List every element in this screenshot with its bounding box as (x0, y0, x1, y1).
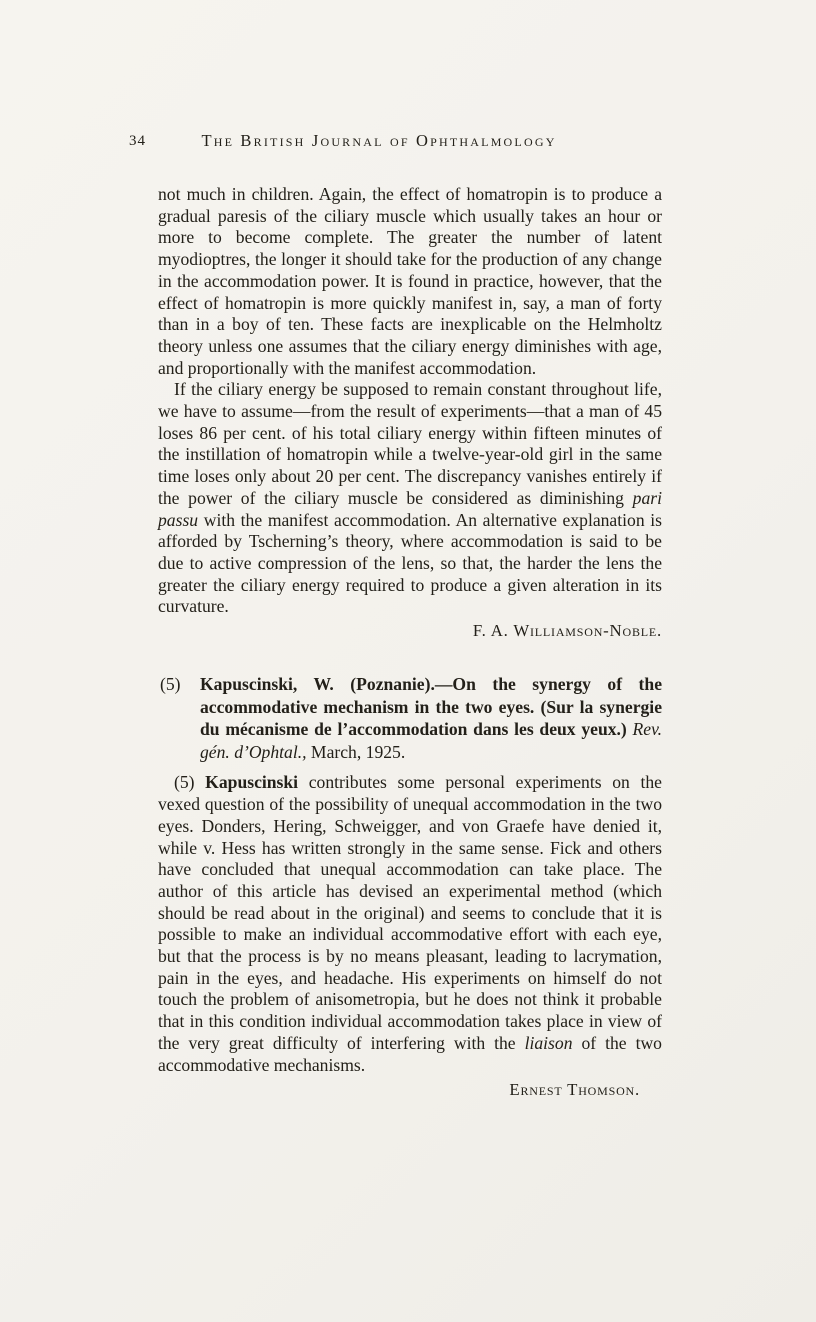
paragraph-text: with the manifest accommodation. An alternative explanation is afforded by Tscherning’s theory, where accommodation is said to be due to active compression of the lens, so that, the harder the lens the greater the ciliary energy required to produce a given alteration in its curvature. (158, 509, 662, 617)
abstract-entry-kapuscinski (158, 673, 662, 1100)
paragraph (158, 379, 662, 618)
abstract-paragraph (158, 772, 662, 1076)
journal-reference-italic: Rev. gén. d’Ophtal., (200, 719, 662, 762)
reviewer-signature: F. A. Williamson-Noble. (472, 621, 662, 641)
author-name-bold: Kapuscinski (205, 772, 299, 793)
entry-heading (158, 673, 662, 763)
paragraph-text: If the ciliary energy be supposed to remain constant throughout life, we have to assume—from the result of experiments—that a man of 45 loses 86 per cent. of his total ciliary energy within fifteen minutes of the instillation of homatropin while a twelve-year-old girl in the same time loses only about 20 per cent. The discrepancy vanishes entirely if the power of the ciliary muscle be considered as diminishing (158, 379, 662, 508)
entry-date: March, 1925. (306, 741, 406, 762)
latin-term-italic: pari passu (158, 487, 662, 530)
entry-title-bold: Kapuscinski, W. (Poznanie).—On the synergy of the accommodative mechanism in the two eyes. (Sur la synergie du mécanisme de l’accommodation dans les deux yeux.) (200, 674, 662, 740)
paragraph-continuation: not much in children. Again, the effect of homatropin is to produce a gradual paresis of the ciliary muscle which usually takes an hour or more to become complete. The greater the number of latent myodioptres, the longer it should take for the production of any change in the accommodation power. It is found in practice, however, that the effect of homatropin is more quickly manifest in, say, a man of forty than in a boy of ten. These facts are inexplicable on the Helmholtz theory unless one assumes that the ciliary energy diminishes with age, and proportionally with the manifest accommodation. (158, 184, 662, 378)
running-head (129, 131, 662, 151)
term-italic: liaison (524, 1032, 573, 1053)
entry-number: (5) (160, 674, 181, 695)
reviewer-signature: Ernest Thomson. (509, 1080, 640, 1100)
paragraph-text: of the two accommodative mechanisms. (158, 1032, 662, 1075)
page-number: 34 (129, 133, 146, 149)
journal-title: The British Journal of Ophthalmology (201, 131, 557, 150)
entry-number-inline: (5) (174, 772, 206, 793)
review-section-williamson-noble (158, 184, 662, 641)
text-column (129, 131, 662, 1100)
paragraph-text: contributes some personal experiments on the vexed question of the possibility of unequal accommodation in the two eyes. Donders, Hering, Schweigger, and von Graefe have denied it, while v. Hess has written strongly in the same sense. Fick and others have concluded that unequal accommodation can take place. The author of this article has devised an experimental method (which should be read about in the original) and seems to conclude that it is possible to make an individual accommodative effort with each eye, but that the process is by no means pleasant, leading to lacrymation, pain in the eyes, and headache. His experiments on himself do not touch the problem of anisometropia, but he does not think it probable that in this condition individual accommodation takes place in view of the very great difficulty of interfering with the (158, 772, 662, 1053)
